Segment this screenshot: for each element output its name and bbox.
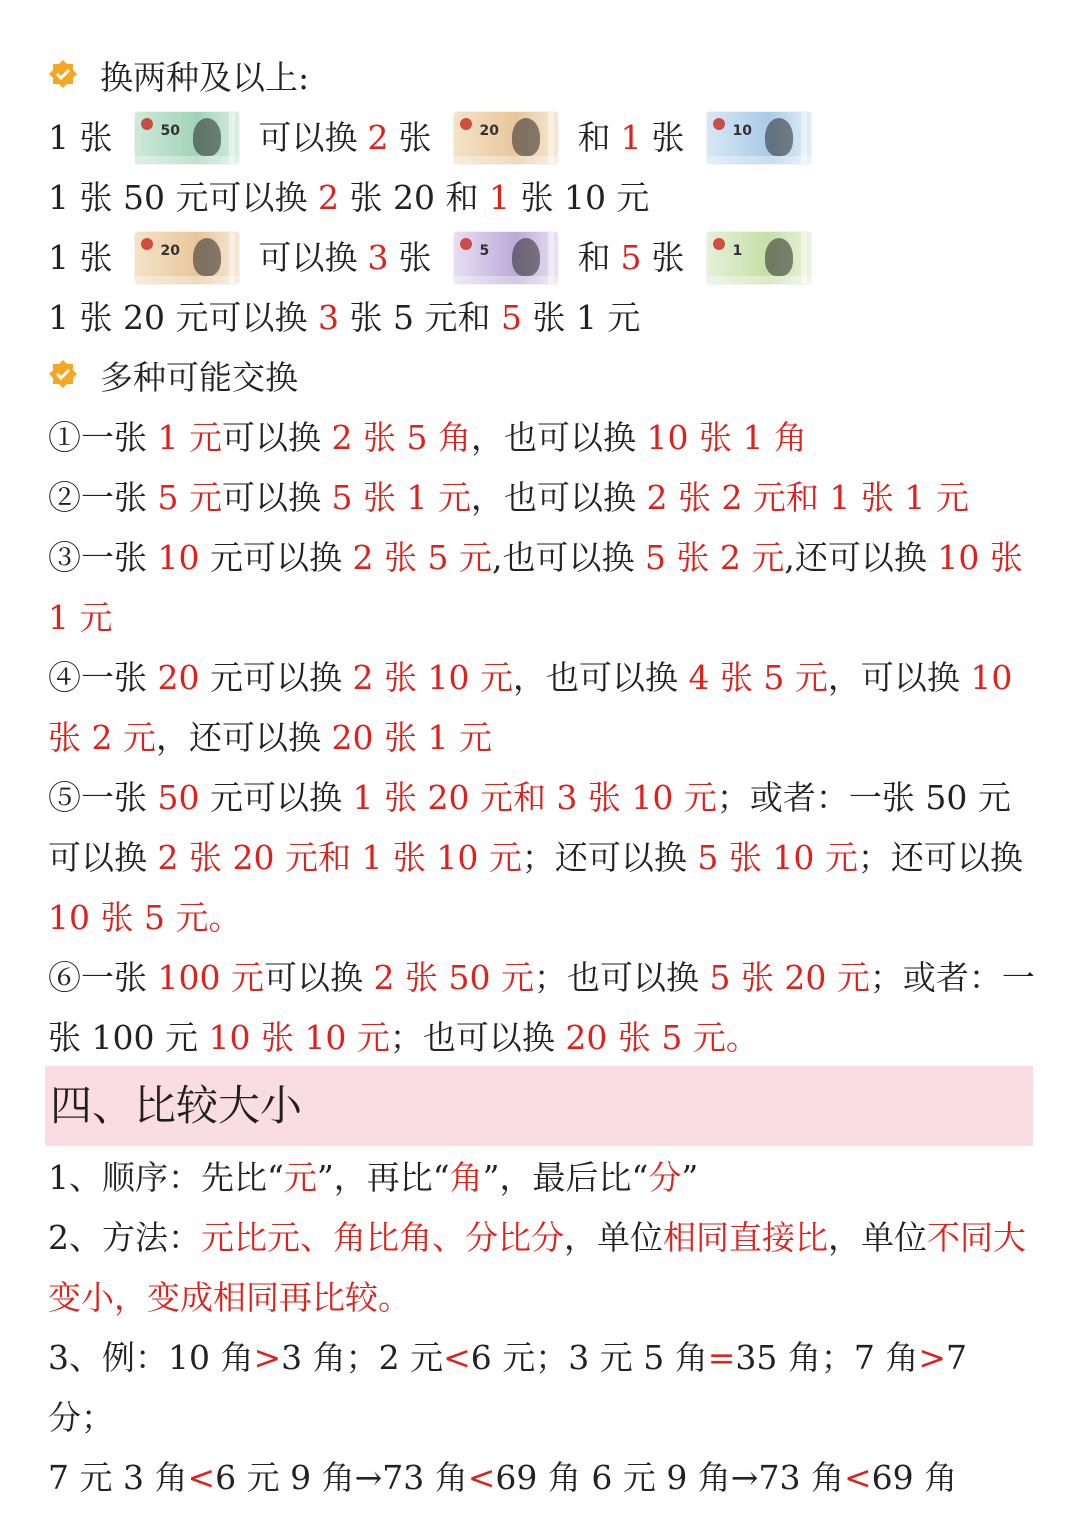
segment: ；或者：一张 100 元 xyxy=(48,958,1035,1057)
text-g: 张 xyxy=(651,238,685,277)
text-b: 可以换 xyxy=(258,118,358,157)
exchange-item-1 xyxy=(48,408,1038,468)
compare-line-3 xyxy=(48,1328,1038,1448)
segment: 不同大变小，变成相同再比较。 xyxy=(48,1218,1026,1317)
segment: 可以换 xyxy=(222,478,332,517)
text-c: 3 xyxy=(367,238,389,277)
segment: ，可以换 xyxy=(827,658,971,697)
text-g: 张 xyxy=(651,118,685,157)
exchange-text-20 xyxy=(48,288,1038,348)
text-a: 1 张 xyxy=(48,118,113,157)
text-e: 张 1 元 xyxy=(532,298,641,337)
bill-1-icon: 1 xyxy=(707,232,811,284)
text-d: 1 xyxy=(488,178,510,217)
segment: 5 张 10 元 xyxy=(697,838,858,877)
segment: > xyxy=(918,1338,947,1377)
segment: 5 元 xyxy=(157,478,222,517)
segment: 69 角 xyxy=(495,1458,581,1497)
text-f: 1 xyxy=(620,118,642,157)
segment: 元比元、角比角、分比分 xyxy=(201,1218,564,1257)
segment: 10 张 5 元。 xyxy=(48,898,242,937)
segment: 10 张 1 角 xyxy=(646,418,807,457)
segment: ,还可以换 xyxy=(784,538,938,577)
segment: 20 xyxy=(157,658,200,697)
badge-check-icon xyxy=(48,59,78,89)
segment: 50 xyxy=(157,778,200,817)
text-b: 3 xyxy=(317,298,339,337)
segment: 10 张 10 元 xyxy=(208,1018,390,1057)
segment: 元可以换 xyxy=(199,538,353,577)
heading-text: 换两种及以上: xyxy=(100,58,310,97)
segment: ，单位 xyxy=(564,1218,663,1257)
segment: < xyxy=(443,1338,471,1377)
compare-line-1 xyxy=(48,1148,1038,1208)
segment: ,也可以换 xyxy=(491,538,645,577)
heading-text: 多种可能交换 xyxy=(100,358,298,397)
text-e: 和 xyxy=(577,118,611,157)
badge-check-icon xyxy=(48,359,78,389)
text-a: 1 张 50 元可以换 xyxy=(48,178,308,217)
segment: ⑥一张 xyxy=(48,958,158,997)
segment: 可以换 xyxy=(263,958,374,997)
segment: 7 元 3 角 xyxy=(48,1458,188,1497)
segment: 100 元 xyxy=(157,958,264,997)
segment: ；或者：一张 50 元可以换 xyxy=(48,778,1011,877)
segment: 5 张 1 元 xyxy=(331,478,471,517)
segment: 分 xyxy=(648,1158,682,1197)
segment: 元可以换 xyxy=(199,658,353,697)
bill-20-icon: 20 xyxy=(454,112,558,164)
segment: 3 角；2 元 xyxy=(281,1338,444,1377)
segment: ；也可以换 xyxy=(389,1018,566,1057)
segment: 2 张 5 元 xyxy=(352,538,492,577)
segment: 69 角 xyxy=(871,1458,958,1497)
text-d: 张 xyxy=(398,238,432,277)
exchange-text-50 xyxy=(48,168,1038,228)
exchange-item-2 xyxy=(48,468,1038,528)
segment: ，单位 xyxy=(828,1218,927,1257)
segment: ，也可以换 xyxy=(470,418,647,457)
segment: 3、例：10 角 xyxy=(48,1338,254,1377)
bill-5-icon: 5 xyxy=(454,232,558,284)
bill-20-icon: 20 xyxy=(135,232,239,284)
segment: 可以换 xyxy=(222,418,332,457)
segment: 10 张 2 元 xyxy=(48,658,1013,757)
segment: 1、顺序：先比“ xyxy=(48,1158,284,1197)
segment: ” xyxy=(681,1158,699,1197)
segment: 6 元；3 元 5 角 xyxy=(470,1338,708,1377)
segment: 6 元 9 角→73 角 xyxy=(215,1458,468,1497)
segment: 2 张 10 元 xyxy=(352,658,513,697)
text-a: 1 张 xyxy=(48,238,113,277)
text-c: 张 20 和 xyxy=(349,178,479,217)
compare-content xyxy=(48,1148,1038,1508)
segment: 20 张 5 元。 xyxy=(565,1018,759,1057)
exchange-item-4 xyxy=(48,648,1038,768)
segment: 6 元 9 角→73 角 xyxy=(580,1458,844,1497)
segment: 2 张 20 元和 1 张 10 元 xyxy=(157,838,522,877)
segment: > xyxy=(253,1338,282,1377)
exchange-content xyxy=(48,48,1038,1068)
text-e: 和 xyxy=(577,238,611,277)
segment: 10 张 1 元 xyxy=(48,538,1023,637)
exchange-list xyxy=(48,408,1038,1068)
segment: ”，再比“ xyxy=(316,1158,450,1197)
exchange-item-5 xyxy=(48,768,1038,948)
section-title-text: 四、比较大小 xyxy=(50,1081,303,1130)
compare-line-2 xyxy=(48,1208,1038,1328)
segment: ；还可以换 xyxy=(857,838,1023,877)
segment: 1 元 xyxy=(157,418,222,457)
text-a: 1 张 20 元可以换 xyxy=(48,298,308,337)
segment: < xyxy=(467,1458,496,1497)
segment: ①一张 xyxy=(48,418,158,457)
segment: 元 xyxy=(283,1158,317,1197)
segment: 20 张 1 元 xyxy=(331,718,492,757)
segment: 元可以换 xyxy=(199,778,353,817)
segment: < xyxy=(843,1458,872,1497)
segment: ④一张 xyxy=(48,658,158,697)
segment: ，也可以换 xyxy=(470,478,647,517)
segment: 2 张 50 元 xyxy=(373,958,534,997)
segment: ⑤一张 xyxy=(48,778,158,817)
compare-line-4 xyxy=(48,1448,1038,1508)
segment: ；还可以换 xyxy=(521,838,698,877)
text-c: 张 5 元和 xyxy=(349,298,491,337)
segment: ②一张 xyxy=(48,478,158,517)
text-b: 可以换 xyxy=(258,238,358,277)
segment: 2、方法： xyxy=(48,1218,201,1257)
text-c: 2 xyxy=(367,118,389,157)
segment: 2 张 2 元和 1 张 1 元 xyxy=(646,478,969,517)
section-heading-multiple xyxy=(48,348,1038,408)
segment: 5 张 20 元 xyxy=(709,958,870,997)
segment: 10 xyxy=(157,538,200,577)
segment: ③一张 xyxy=(48,538,158,577)
segment: ”，最后比“ xyxy=(482,1158,649,1197)
text-e: 张 10 元 xyxy=(520,178,650,217)
text-b: 2 xyxy=(317,178,339,217)
bill-10-icon: 10 xyxy=(707,112,811,164)
exchange-item-3 xyxy=(48,528,1038,648)
segment: ；也可以换 xyxy=(533,958,710,997)
segment: 角 xyxy=(449,1158,483,1197)
segment: 5 张 2 元 xyxy=(644,538,785,577)
section-title-compare xyxy=(45,1066,1033,1146)
segment: 35 角；7 角 xyxy=(735,1338,919,1377)
bill-row-50 xyxy=(48,108,1038,168)
text-f: 5 xyxy=(620,238,642,277)
text-d: 5 xyxy=(500,298,522,337)
segment: = xyxy=(707,1338,736,1377)
segment: ，也可以换 xyxy=(512,658,689,697)
segment: 1 张 20 元和 3 张 10 元 xyxy=(352,778,717,817)
segment: 相同直接比 xyxy=(663,1218,828,1257)
section-heading-two-or-more xyxy=(48,48,1038,108)
segment: ，还可以换 xyxy=(155,718,332,757)
segment: 7 分； xyxy=(48,1338,968,1437)
segment: 4 张 5 元 xyxy=(688,658,828,697)
text-d: 张 xyxy=(398,118,432,157)
bill-50-icon: 50 xyxy=(135,112,239,164)
segment: < xyxy=(187,1458,216,1497)
bill-row-20 xyxy=(48,228,1038,288)
segment: 2 张 5 角 xyxy=(331,418,471,457)
exchange-item-6 xyxy=(48,948,1038,1068)
